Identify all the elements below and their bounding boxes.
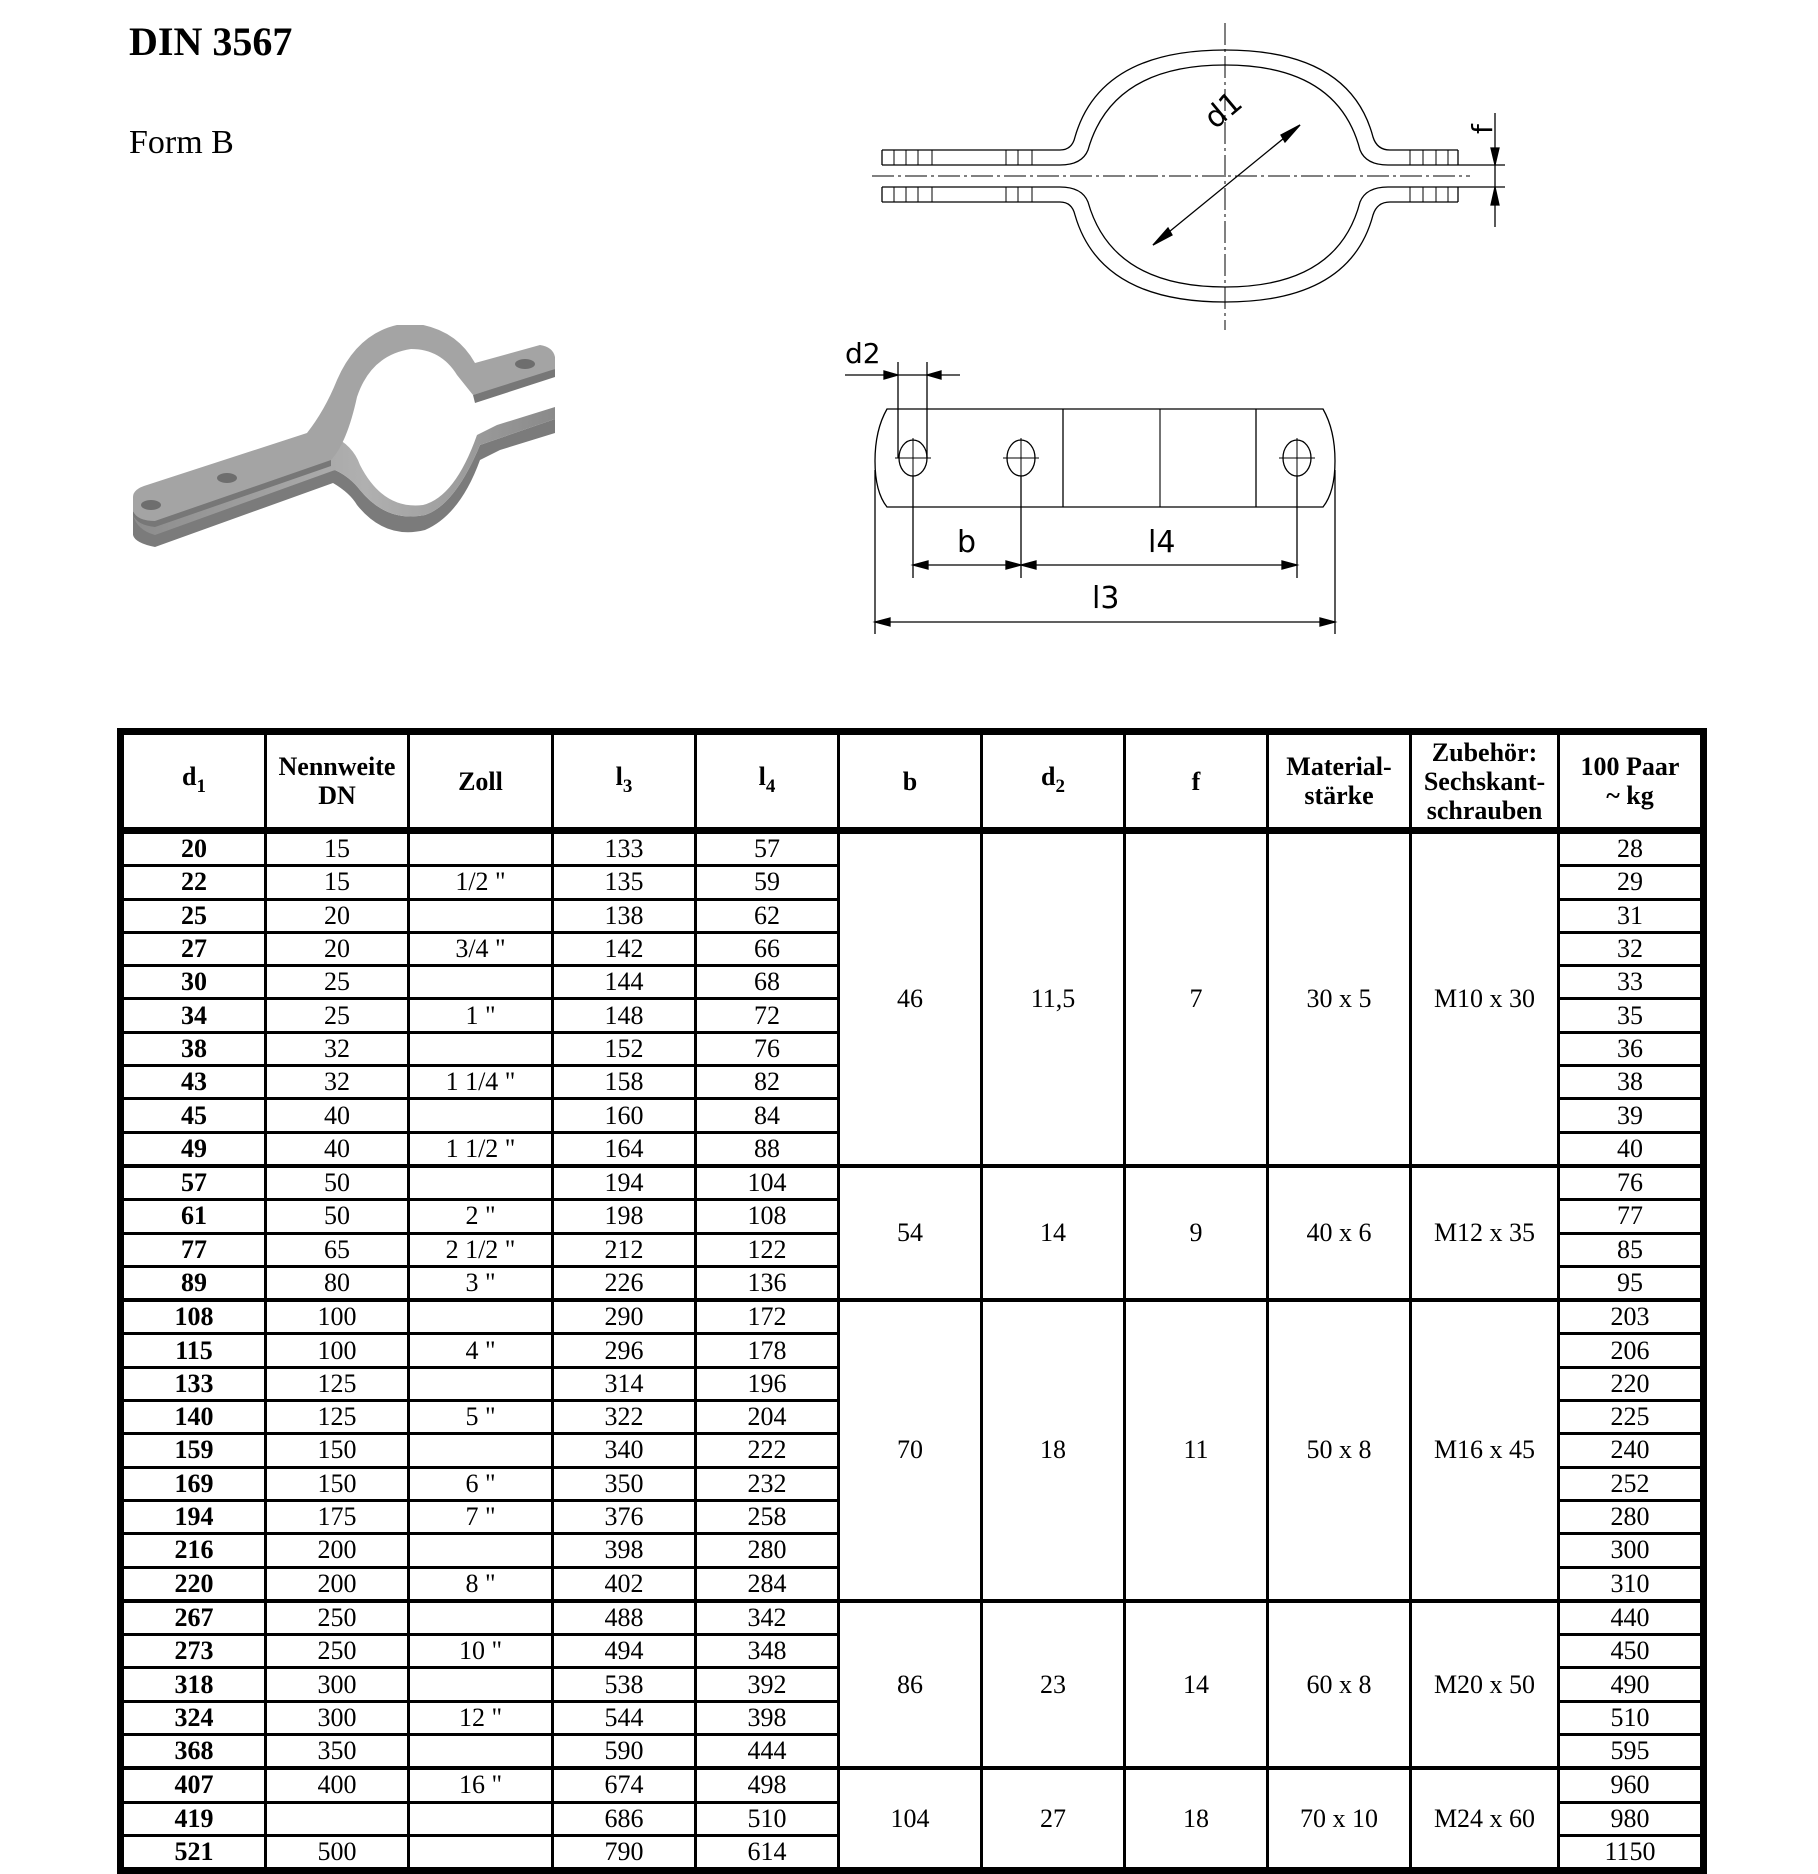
cell-zoll: 1 1/2 " bbox=[409, 1132, 553, 1166]
cell-b: 46 bbox=[839, 831, 982, 1166]
cell-l4: 82 bbox=[696, 1066, 839, 1099]
cell-zoll bbox=[409, 899, 553, 932]
cell-l3: 590 bbox=[553, 1735, 696, 1769]
cell-weight-kg: 29 bbox=[1559, 866, 1704, 899]
cell-zoll: 16 " bbox=[409, 1768, 553, 1802]
cell-l3: 674 bbox=[553, 1768, 696, 1802]
cell-d1: 140 bbox=[121, 1401, 266, 1434]
cell-weight-kg: 960 bbox=[1559, 1768, 1704, 1802]
cell-zoll bbox=[409, 1601, 553, 1635]
cell-dn: 100 bbox=[266, 1300, 409, 1334]
cell-weight-kg: 450 bbox=[1559, 1635, 1704, 1668]
header-f bbox=[1125, 732, 1268, 831]
cell-dn: 125 bbox=[266, 1367, 409, 1400]
cell-zoll: 7 " bbox=[409, 1500, 553, 1533]
cell-weight-kg: 40 bbox=[1559, 1132, 1704, 1166]
cell-l4: 342 bbox=[696, 1601, 839, 1635]
cell-material: 30 x 5 bbox=[1268, 831, 1411, 1166]
f-label: f bbox=[1466, 124, 1499, 134]
cell-zoll bbox=[409, 1032, 553, 1065]
cell-l4: 444 bbox=[696, 1735, 839, 1769]
header-label: Zoll bbox=[458, 766, 503, 796]
cell-weight-kg: 85 bbox=[1559, 1233, 1704, 1266]
cell-d2: 23 bbox=[982, 1601, 1125, 1768]
cell-l3: 538 bbox=[553, 1668, 696, 1701]
cell-l4: 348 bbox=[696, 1635, 839, 1668]
cell-dn: 15 bbox=[266, 866, 409, 899]
cell-zoll bbox=[409, 1668, 553, 1701]
cell-zoll bbox=[409, 1166, 553, 1200]
cell-dn: 250 bbox=[266, 1635, 409, 1668]
cell-zoll bbox=[409, 1300, 553, 1334]
cell-l4: 57 bbox=[696, 831, 839, 866]
cell-zoll: 2 " bbox=[409, 1200, 553, 1233]
cell-l4: 122 bbox=[696, 1233, 839, 1266]
d1-label: d1 bbox=[1197, 84, 1250, 137]
cell-dn: 15 bbox=[266, 831, 409, 866]
cell-weight-kg: 490 bbox=[1559, 1668, 1704, 1701]
cell-l3: 152 bbox=[553, 1032, 696, 1065]
table-row bbox=[121, 1601, 1704, 1635]
header-materialstaerke bbox=[1268, 732, 1411, 831]
header-label: l bbox=[758, 761, 766, 791]
cell-weight-kg: 220 bbox=[1559, 1367, 1704, 1400]
cell-dn: 125 bbox=[266, 1401, 409, 1434]
form-subtitle: Form B bbox=[129, 124, 234, 161]
cell-l4: 398 bbox=[696, 1701, 839, 1734]
cell-l3: 494 bbox=[553, 1635, 696, 1668]
header-subscript: 4 bbox=[765, 775, 776, 797]
cell-l3: 350 bbox=[553, 1467, 696, 1500]
cell-l4: 59 bbox=[696, 866, 839, 899]
cell-weight-kg: 38 bbox=[1559, 1066, 1704, 1099]
cell-material: 60 x 8 bbox=[1268, 1601, 1411, 1768]
cell-l4: 172 bbox=[696, 1300, 839, 1334]
cell-weight-kg: 77 bbox=[1559, 1200, 1704, 1233]
cell-l3: 138 bbox=[553, 899, 696, 932]
cell-dn: 80 bbox=[266, 1266, 409, 1300]
cell-l3: 133 bbox=[553, 831, 696, 866]
cell-weight-kg: 595 bbox=[1559, 1735, 1704, 1769]
cell-material: 70 x 10 bbox=[1268, 1768, 1411, 1870]
cell-dn: 500 bbox=[266, 1835, 409, 1870]
cell-zoll bbox=[409, 1835, 553, 1870]
cell-dn: 20 bbox=[266, 899, 409, 932]
plan-view-drawing bbox=[835, 330, 1495, 650]
cell-zoll: 3/4 " bbox=[409, 932, 553, 965]
cell-zoll bbox=[409, 1367, 553, 1400]
cell-weight-kg: 36 bbox=[1559, 1032, 1704, 1065]
cell-b: 104 bbox=[839, 1768, 982, 1870]
cell-dn: 200 bbox=[266, 1567, 409, 1601]
cell-l4: 284 bbox=[696, 1567, 839, 1601]
cell-weight-kg: 35 bbox=[1559, 999, 1704, 1032]
cell-l3: 226 bbox=[553, 1266, 696, 1300]
cell-zoll: 4 " bbox=[409, 1334, 553, 1367]
cell-weight-kg: 240 bbox=[1559, 1434, 1704, 1467]
cell-zoll: 3 " bbox=[409, 1266, 553, 1300]
cell-d1: 61 bbox=[121, 1200, 266, 1233]
cell-l4: 232 bbox=[696, 1467, 839, 1500]
l3-label: l3 bbox=[1092, 581, 1120, 616]
cell-zoll: 12 " bbox=[409, 1701, 553, 1734]
cell-d2: 18 bbox=[982, 1300, 1125, 1601]
header-d2 bbox=[982, 732, 1125, 831]
header-zubehoer-schrauben bbox=[1411, 732, 1559, 831]
page-title: DIN 3567 bbox=[129, 19, 293, 64]
header-nennweite-dn bbox=[266, 732, 409, 831]
header-label: Nennweite DN bbox=[278, 752, 396, 810]
cell-screws: M10 x 30 bbox=[1411, 831, 1559, 1166]
cell-zoll: 10 " bbox=[409, 1635, 553, 1668]
cell-d1: 34 bbox=[121, 999, 266, 1032]
cell-l4: 88 bbox=[696, 1132, 839, 1166]
cell-d1: 108 bbox=[121, 1300, 266, 1334]
cell-l3: 144 bbox=[553, 966, 696, 999]
cell-d1: 57 bbox=[121, 1166, 266, 1200]
cell-d1: 216 bbox=[121, 1534, 266, 1567]
cell-weight-kg: 440 bbox=[1559, 1601, 1704, 1635]
cell-b: 54 bbox=[839, 1166, 982, 1300]
cell-d1: 77 bbox=[121, 1233, 266, 1266]
l4-label: l4 bbox=[1148, 525, 1176, 560]
cell-d1: 43 bbox=[121, 1066, 266, 1099]
cell-weight-kg: 225 bbox=[1559, 1401, 1704, 1434]
cell-screws: M12 x 35 bbox=[1411, 1166, 1559, 1300]
header-subscript: 1 bbox=[196, 775, 206, 797]
cell-dn: 50 bbox=[266, 1166, 409, 1200]
cell-d1: 38 bbox=[121, 1032, 266, 1065]
cell-l3: 544 bbox=[553, 1701, 696, 1734]
cell-screws: M20 x 50 bbox=[1411, 1601, 1559, 1768]
cell-d2: 14 bbox=[982, 1166, 1125, 1300]
header-zoll bbox=[409, 732, 553, 831]
cell-weight-kg: 980 bbox=[1559, 1802, 1704, 1835]
cell-zoll bbox=[409, 1534, 553, 1567]
cell-d1: 89 bbox=[121, 1266, 266, 1300]
cell-l4: 196 bbox=[696, 1367, 839, 1400]
table-row bbox=[121, 1166, 1704, 1200]
cell-screws: M16 x 45 bbox=[1411, 1300, 1559, 1601]
cell-zoll: 2 1/2 " bbox=[409, 1233, 553, 1266]
cell-f: 14 bbox=[1125, 1601, 1268, 1768]
cell-d1: 419 bbox=[121, 1802, 266, 1835]
cell-l4: 510 bbox=[696, 1802, 839, 1835]
cell-zoll bbox=[409, 831, 553, 866]
header-label: l bbox=[615, 761, 623, 791]
cell-l3: 135 bbox=[553, 866, 696, 899]
cell-dn: 200 bbox=[266, 1534, 409, 1567]
cell-dn: 100 bbox=[266, 1334, 409, 1367]
cell-l3: 148 bbox=[553, 999, 696, 1032]
cell-weight-kg: 31 bbox=[1559, 899, 1704, 932]
cell-weight-kg: 203 bbox=[1559, 1300, 1704, 1334]
cell-weight-kg: 300 bbox=[1559, 1534, 1704, 1567]
cell-zoll bbox=[409, 1735, 553, 1769]
dimension-table bbox=[117, 728, 1707, 1874]
header-l3 bbox=[553, 732, 696, 831]
cell-d1: 30 bbox=[121, 966, 266, 999]
cell-l4: 68 bbox=[696, 966, 839, 999]
cell-weight-kg: 39 bbox=[1559, 1099, 1704, 1132]
cell-l4: 280 bbox=[696, 1534, 839, 1567]
cell-dn: 25 bbox=[266, 966, 409, 999]
cell-l4: 614 bbox=[696, 1835, 839, 1870]
cell-zoll: 5 " bbox=[409, 1401, 553, 1434]
cell-l4: 204 bbox=[696, 1401, 839, 1434]
cell-weight-kg: 1150 bbox=[1559, 1835, 1704, 1870]
cell-d1: 25 bbox=[121, 899, 266, 932]
cell-f: 11 bbox=[1125, 1300, 1268, 1601]
cell-dn: 40 bbox=[266, 1132, 409, 1166]
cell-d1: 133 bbox=[121, 1367, 266, 1400]
table-row bbox=[121, 1768, 1704, 1802]
cell-dn: 300 bbox=[266, 1701, 409, 1734]
cell-d1: 407 bbox=[121, 1768, 266, 1802]
header-label: Material- stärke bbox=[1286, 752, 1392, 810]
clamp-3d-illustration bbox=[125, 325, 565, 585]
cell-weight-kg: 32 bbox=[1559, 932, 1704, 965]
header-weight-kg bbox=[1559, 732, 1704, 831]
cell-zoll: 1 1/4 " bbox=[409, 1066, 553, 1099]
cell-l3: 198 bbox=[553, 1200, 696, 1233]
cell-l3: 376 bbox=[553, 1500, 696, 1533]
cell-dn: 32 bbox=[266, 1066, 409, 1099]
cell-l4: 258 bbox=[696, 1500, 839, 1533]
cell-l4: 76 bbox=[696, 1032, 839, 1065]
cell-l4: 104 bbox=[696, 1166, 839, 1200]
cell-l3: 488 bbox=[553, 1601, 696, 1635]
cell-d1: 194 bbox=[121, 1500, 266, 1533]
cell-b: 86 bbox=[839, 1601, 982, 1768]
cell-l4: 392 bbox=[696, 1668, 839, 1701]
cell-d1: 273 bbox=[121, 1635, 266, 1668]
header-d1 bbox=[121, 732, 266, 831]
cell-dn: 400 bbox=[266, 1768, 409, 1802]
cell-l4: 84 bbox=[696, 1099, 839, 1132]
cell-d1: 267 bbox=[121, 1601, 266, 1635]
header-label: 100 Paar ~ kg bbox=[1580, 752, 1680, 810]
cell-l4: 108 bbox=[696, 1200, 839, 1233]
cell-l3: 402 bbox=[553, 1567, 696, 1601]
table-row bbox=[121, 831, 1704, 866]
cell-dn: 350 bbox=[266, 1735, 409, 1769]
cell-d1: 27 bbox=[121, 932, 266, 965]
cell-d1: 159 bbox=[121, 1434, 266, 1467]
header-label: Zubehör: Sechskant- schrauben bbox=[1423, 737, 1546, 825]
cell-l3: 142 bbox=[553, 932, 696, 965]
cell-weight-kg: 310 bbox=[1559, 1567, 1704, 1601]
cell-dn bbox=[266, 1802, 409, 1835]
cell-l3: 194 bbox=[553, 1166, 696, 1200]
cell-l4: 178 bbox=[696, 1334, 839, 1367]
cell-zoll bbox=[409, 966, 553, 999]
cell-f: 7 bbox=[1125, 831, 1268, 1166]
cell-dn: 150 bbox=[266, 1434, 409, 1467]
cell-zoll bbox=[409, 1434, 553, 1467]
header-l4 bbox=[696, 732, 839, 831]
header-label: b bbox=[902, 766, 918, 796]
cell-l4: 136 bbox=[696, 1266, 839, 1300]
cell-weight-kg: 28 bbox=[1559, 831, 1704, 866]
cell-d1: 324 bbox=[121, 1701, 266, 1734]
cell-weight-kg: 33 bbox=[1559, 966, 1704, 999]
cell-zoll: 8 " bbox=[409, 1567, 553, 1601]
cell-d1: 49 bbox=[121, 1132, 266, 1166]
cell-l3: 158 bbox=[553, 1066, 696, 1099]
cell-d1: 22 bbox=[121, 866, 266, 899]
cell-l3: 314 bbox=[553, 1367, 696, 1400]
cell-l4: 62 bbox=[696, 899, 839, 932]
cell-weight-kg: 95 bbox=[1559, 1266, 1704, 1300]
side-view-drawing bbox=[860, 15, 1550, 335]
cell-d1: 169 bbox=[121, 1467, 266, 1500]
cell-weight-kg: 76 bbox=[1559, 1166, 1704, 1200]
cell-l3: 340 bbox=[553, 1434, 696, 1467]
cell-l3: 160 bbox=[553, 1099, 696, 1132]
header-label: f bbox=[1191, 766, 1201, 796]
cell-dn: 50 bbox=[266, 1200, 409, 1233]
cell-l3: 290 bbox=[553, 1300, 696, 1334]
cell-dn: 25 bbox=[266, 999, 409, 1032]
cell-dn: 20 bbox=[266, 932, 409, 965]
cell-l3: 164 bbox=[553, 1132, 696, 1166]
cell-d2: 11,5 bbox=[982, 831, 1125, 1166]
cell-l4: 72 bbox=[696, 999, 839, 1032]
cell-d1: 45 bbox=[121, 1099, 266, 1132]
d2-label: d2 bbox=[845, 337, 881, 370]
cell-l4: 66 bbox=[696, 932, 839, 965]
cell-zoll: 1/2 " bbox=[409, 866, 553, 899]
table-row bbox=[121, 1300, 1704, 1334]
cell-d1: 521 bbox=[121, 1835, 266, 1870]
cell-zoll bbox=[409, 1099, 553, 1132]
cell-dn: 150 bbox=[266, 1467, 409, 1500]
cell-d1: 368 bbox=[121, 1735, 266, 1769]
cell-l3: 790 bbox=[553, 1835, 696, 1870]
header-label: d bbox=[1041, 761, 1056, 791]
cell-dn: 250 bbox=[266, 1601, 409, 1635]
cell-l3: 322 bbox=[553, 1401, 696, 1434]
header-b bbox=[839, 732, 982, 831]
cell-l4: 498 bbox=[696, 1768, 839, 1802]
cell-l3: 212 bbox=[553, 1233, 696, 1266]
cell-l3: 296 bbox=[553, 1334, 696, 1367]
cell-dn: 40 bbox=[266, 1099, 409, 1132]
cell-zoll: 1 " bbox=[409, 999, 553, 1032]
cell-dn: 175 bbox=[266, 1500, 409, 1533]
header-subscript: 2 bbox=[1055, 775, 1065, 797]
cell-l3: 398 bbox=[553, 1534, 696, 1567]
cell-f: 9 bbox=[1125, 1166, 1268, 1300]
cell-dn: 32 bbox=[266, 1032, 409, 1065]
cell-weight-kg: 206 bbox=[1559, 1334, 1704, 1367]
cell-d1: 115 bbox=[121, 1334, 266, 1367]
cell-weight-kg: 252 bbox=[1559, 1467, 1704, 1500]
cell-dn: 65 bbox=[266, 1233, 409, 1266]
cell-d1: 318 bbox=[121, 1668, 266, 1701]
cell-l4: 222 bbox=[696, 1434, 839, 1467]
cell-d2: 27 bbox=[982, 1768, 1125, 1870]
cell-b: 70 bbox=[839, 1300, 982, 1601]
cell-weight-kg: 510 bbox=[1559, 1701, 1704, 1734]
cell-dn: 300 bbox=[266, 1668, 409, 1701]
b-label: b bbox=[957, 525, 977, 560]
table-header-row bbox=[121, 732, 1704, 831]
cell-screws: M24 x 60 bbox=[1411, 1768, 1559, 1870]
cell-d1: 20 bbox=[121, 831, 266, 866]
cell-d1: 220 bbox=[121, 1567, 266, 1601]
cell-zoll bbox=[409, 1802, 553, 1835]
cell-material: 40 x 6 bbox=[1268, 1166, 1411, 1300]
cell-f: 18 bbox=[1125, 1768, 1268, 1870]
cell-weight-kg: 280 bbox=[1559, 1500, 1704, 1533]
cell-l3: 686 bbox=[553, 1802, 696, 1835]
header-label: d bbox=[182, 761, 197, 791]
cell-material: 50 x 8 bbox=[1268, 1300, 1411, 1601]
cell-zoll: 6 " bbox=[409, 1467, 553, 1500]
header-subscript: 3 bbox=[622, 775, 633, 797]
